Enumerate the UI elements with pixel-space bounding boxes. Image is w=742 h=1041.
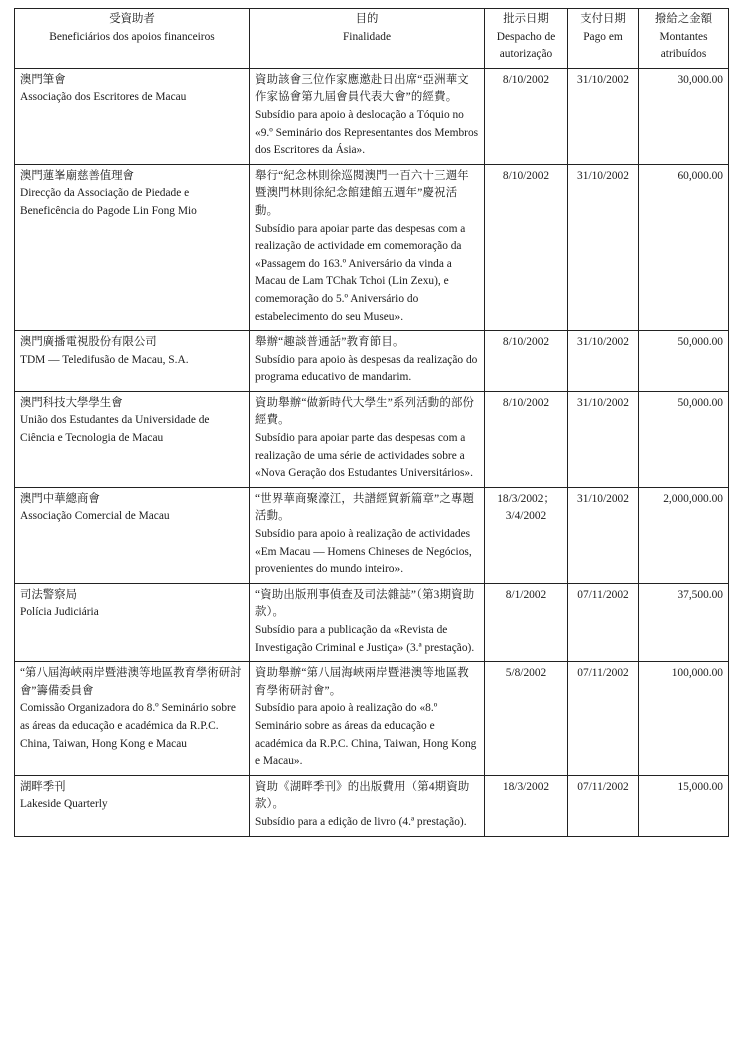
paid-date: 07/11/2002 [568,662,639,776]
table-row [15,331,729,392]
purpose-zh: 資助舉辦“做新時代大學生”系列活動的部份經費。 [255,396,475,427]
purpose-cell [250,331,485,392]
amount: 50,000.00 [639,391,729,487]
purpose-zh: “資助出版刑事偵查及司法雜誌”（第3期資助款）。 [255,588,475,619]
amount: 50,000.00 [639,331,729,392]
beneficiary-zh: “第八屆海峽兩岸暨港澳等地區教育學術研討會”籌備委員會 [20,667,242,697]
purpose-zh: 舉行“紀念林則徐巡閱澳門一百六十三週年暨澳門林則徐紀念館建館五週年”慶祝活動。 [255,169,469,217]
purpose-cell [250,68,485,164]
purpose-pt: Subsídio para a edição de livro (4.ª prestação). [255,815,467,828]
purpose-pt: Subsídio para apoiar parte das despesas com a realização de uma série de actividades sobre a «Nova Geração dos Estudantes Universitários». [255,432,473,480]
beneficiary-cell [15,775,250,836]
dispatch-date: 8/10/2002 [485,391,568,487]
amount: 100,000.00 [639,662,729,776]
header-beneficiary-zh: 受資助者 [109,13,155,25]
beneficiary-cell [15,391,250,487]
table-header-row [15,9,729,69]
purpose-zh: 資助舉辦“第八屆海峽兩岸暨港澳等地區教育學術研討會”。 [255,667,469,697]
header-beneficiary [15,9,250,69]
purpose-zh: “世界華商聚濠江，共譜經貿新篇章”之專題活動。 [255,492,475,523]
purpose-pt: Subsídio para apoio às despesas da realização do programa educativo de mandarim. [255,353,478,384]
purpose-zh: 資助《湖畔季刊》的出版費用（第4期資助款）。 [255,780,470,811]
header-dispatch-zh: 批示日期 [503,13,549,25]
purpose-cell [250,583,485,661]
beneficiary-zh: 澳門蓮峯廟慈善值理會 [20,169,134,182]
beneficiary-pt: União dos Estudantes da Universidade de Ciência e Tecnologia de Macau [20,414,210,445]
beneficiary-pt: Associação dos Escritores de Macau [20,91,187,104]
beneficiary-cell [15,662,250,776]
header-beneficiary-pt: Beneficiários dos apoios financeiros [49,30,215,43]
beneficiary-zh: 司法警察局 [20,588,77,601]
header-purpose-pt: Finalidade [342,30,392,43]
purpose-cell [250,164,485,330]
beneficiary-pt: Polícia Judiciária [20,606,99,619]
beneficiary-pt: TDM — Teledifusão de Macau, S.A. [20,353,189,366]
beneficiary-cell [15,331,250,392]
header-amount [639,9,729,69]
paid-date: 07/11/2002 [568,583,639,661]
header-purpose-zh: 目的 [355,13,379,25]
purpose-cell [250,775,485,836]
header-dispatch [485,9,568,69]
purpose-zh: 舉辦“趣談普通話”教育節目。 [255,336,405,349]
beneficiary-cell [15,68,250,164]
beneficiary-cell [15,487,250,583]
paid-date: 31/10/2002 [568,487,639,583]
purpose-cell [250,487,485,583]
document-page [14,8,728,837]
purpose-cell [250,391,485,487]
beneficiary-zh: 澳門中華總商會 [20,492,100,505]
dispatch-date: 18/3/2002 [485,775,568,836]
table-row [15,775,729,836]
purpose-pt: Subsídio para apoio à deslocação a Tóquio no «9.º Seminário dos Representantes dos Membros dos Escritores da Ásia». [255,108,479,157]
table-row [15,487,729,583]
paid-date: 07/11/2002 [568,775,639,836]
amount: 60,000.00 [639,164,729,330]
purpose-pt: Subsídio para a publicação da «Revista de Investigação Criminal e Justiça» (3.ª prestação). [255,624,475,654]
beneficiary-zh: 澳門筆會 [20,73,66,86]
beneficiary-pt: Comissão Organizadora do 8.º Seminário sobre as áreas da educação e académica da R.P.C. China, Taiwan, Hong Kong e Macau [20,702,236,750]
header-purpose [250,9,485,69]
header-paid [568,9,639,69]
table-row [15,164,729,330]
table-row [15,391,729,487]
dispatch-date: 8/10/2002 [485,164,568,330]
header-dispatch-pt: Despacho de autorização [496,30,556,61]
amount: 2,000,000.00 [639,487,729,583]
dispatch-date: 18/3/2002；3/4/2002 [485,487,568,583]
beneficiary-pt: Lakeside Quarterly [20,798,108,811]
beneficiary-zh: 澳門廣播電視股份有限公司 [20,336,157,349]
purpose-pt: Subsídio para apoio à realização de actividades «Em Macau — Homens Chineses de Negócios, provenientes do mundo inteiro». [255,528,472,576]
table-row [15,68,729,164]
paid-date: 31/10/2002 [568,68,639,164]
beneficiary-pt: Direcção da Associação de Piedade e Beneficência do Pagode Lin Fong Mio [20,187,197,217]
dispatch-date: 5/8/2002 [485,662,568,776]
amount: 15,000.00 [639,775,729,836]
table-row [15,583,729,661]
paid-date: 31/10/2002 [568,164,639,330]
dispatch-date: 8/1/2002 [485,583,568,661]
beneficiary-pt: Associação Comercial de Macau [20,510,170,523]
purpose-pt: Subsídio para apoiar parte das despesas com a realização de actividade em comemoração da «Passagem do 163.º Aniversário da vinda a Macau de Lam TChak Tchoi (Lin Zexu), e comemoração do 5.º Aniversário do estabelecimento do seu Museu». [255,222,466,323]
purpose-cell [250,662,485,776]
beneficiary-zh: 湖畔季刊 [20,780,66,793]
dispatch-date: 8/10/2002 [485,68,568,164]
beneficiary-zh: 澳門科技大學學生會 [20,396,123,409]
beneficiary-cell [15,583,250,661]
grants-table [14,8,729,837]
paid-date: 31/10/2002 [568,391,639,487]
table-row [15,662,729,776]
header-paid-pt: Pago em [583,30,623,43]
dispatch-date: 8/10/2002 [485,331,568,392]
beneficiary-cell [15,164,250,330]
purpose-zh: 資助該會三位作家應邀赴日出席“亞洲華文作家協會第九屆會員代表大會”的經費。 [255,73,469,104]
amount: 37,500.00 [639,583,729,661]
header-paid-zh: 支付日期 [580,13,626,25]
paid-date: 31/10/2002 [568,331,639,392]
amount: 30,000.00 [639,68,729,164]
purpose-pt: Subsídio para apoio à realização do «8.º Seminário sobre as áreas da educação e académica da R.P.C. China, Taiwan, Hong Kong e Macau». [255,702,477,768]
header-amount-zh: 撥給之金額 [655,13,712,25]
header-amount-pt: Montantes atribuídos [659,30,708,61]
